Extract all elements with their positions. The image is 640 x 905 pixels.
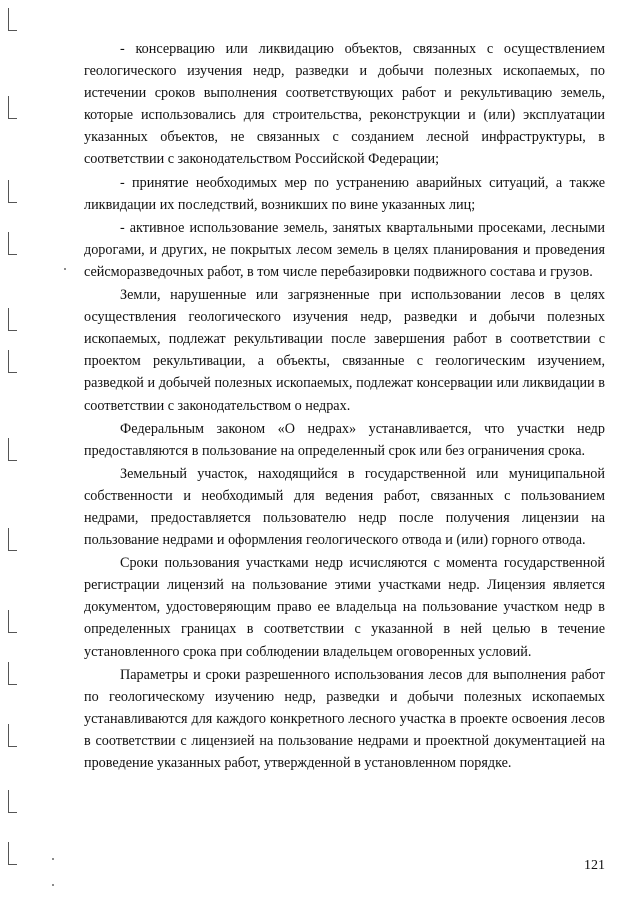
binding-mark bbox=[8, 8, 17, 31]
page-number: 121 bbox=[584, 858, 605, 873]
binding-mark bbox=[8, 308, 17, 331]
binding-mark bbox=[8, 724, 17, 747]
binding-mark bbox=[8, 232, 17, 255]
binding-margin bbox=[0, 0, 30, 905]
paragraph: - активное использование земель, занятых квартальными просеками, лесными дорогами, и других, не покрытых лесом земель в целях планирования и проведения сейсморазведочных работ, в том числе перебазировки подвижного состава и грузов. bbox=[84, 219, 605, 280]
binding-mark bbox=[8, 610, 17, 633]
paragraph: - принятие необходимых мер по устранению аварийных ситуаций, а также ликвидации их последствий, возникших по вине указанных лиц; bbox=[84, 174, 605, 213]
binding-mark bbox=[8, 842, 17, 865]
binding-mark bbox=[8, 350, 17, 373]
binding-mark bbox=[8, 438, 17, 461]
paragraph: Земли, нарушенные или загрязненные при использовании лесов в целях осуществления геологического изучения недр, разведки и добычи полезных ископаемых, подлежат рекультивации после завершения работ в соответствии с проектом рекультивации, а объекты, связанные с геологическим изучением, разведкой и добычей полезных ископаемых, подлежат консервации или ликвидации в соответствии с законодательством о недрах. bbox=[84, 287, 605, 414]
binding-mark bbox=[8, 96, 17, 119]
paragraph: Сроки пользования участками недр исчисляются с момента государственной регистрации лицензий на пользование этими участками недр. Лицензия является документом, удостоверяющим право ее владельца на пользование участком недр в определенных границах в соответствии с указанной в ней целью в течение установленного срока при соблюдении владельцем оговоренных условий. bbox=[84, 555, 605, 660]
paragraph: Федеральным законом «О недрах» устанавливается, что участки недр предоставляются в пользование на определенный срок или без ограничения срока. bbox=[84, 420, 605, 459]
scan-speck bbox=[52, 858, 54, 860]
scan-speck bbox=[64, 268, 66, 270]
paragraph: - консервацию или ликвидацию объектов, связанных с осуществлением геологического изучения недр, разведки и добычи полезных ископаемых, по истечении сроков выполнения соответствующих работ и рекультивацию земель, которые использовались для строительства, реконструкции и (или) эксплуатации указанных объектов, не связанных с созданием лесной инфраструктуры, в соответствии с законодательством Российской Федерации; bbox=[84, 41, 605, 168]
paragraph: Параметры и сроки разрешенного использования лесов для выполнения работ по геологическому изучению недр, разведки и добычи полезных ископаемых устанавливаются для каждого конкретного лесного участка в проекте освоения лесов в соответствии с лицензией на пользование недрами и проектной документацией на проведение указанных работ, утвержденной в установленном порядке. bbox=[84, 666, 605, 771]
binding-mark bbox=[8, 528, 17, 551]
document-page bbox=[84, 38, 605, 774]
binding-mark bbox=[8, 180, 17, 203]
paragraph: Земельный участок, находящийся в государственной или муниципальной собственности и необходимый для ведения работ, связанных с пользованием недрами, предоставляется пользователю недр после получения лицензии на пользование недрами и оформления геологического отвода и (или) горного отвода. bbox=[84, 465, 605, 549]
binding-mark bbox=[8, 662, 17, 685]
scan-speck bbox=[52, 884, 54, 886]
binding-mark bbox=[8, 790, 17, 813]
